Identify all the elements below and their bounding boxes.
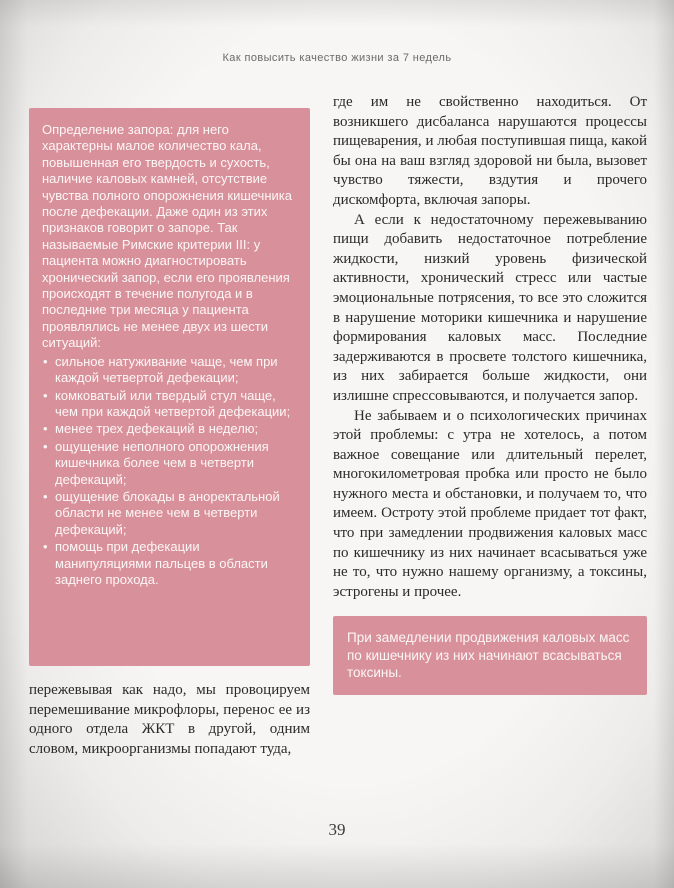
body-paragraph: А если к недостаточному пережевыванию пищи добавить недостаточное потребление жидкости, низкий уровень физической активности, хронический стресс или частые эмоциональные потрясения, то все это сложится в нарушение моторики кишечника и нарушение формирования каловых масс. Последние задерживаются в просвете толстого кишечника, из них забирается больше жидкости, они излишне спрессовываются, и получается запор. <box>333 211 647 404</box>
definition-bullet-list <box>42 354 297 589</box>
toxins-callout-box: При замедлении продвижения каловых масс по кишечнику из них начинают всасываться токсины. <box>333 616 647 695</box>
body-paragraph: где им не свойственно находиться. От возникшего дисбаланса нарушаются процессы пищеварения, и любая поступившая пища, какой бы она на ваш взгляд здоровой ни была, вызовет чувство тяжести, вздутия и прочего дискомфорта, включая запоры. <box>333 94 647 208</box>
definition-bullet: • ощущение неполного опорожнения кишечника более чем в четверти дефекаций; <box>42 439 297 488</box>
definition-bullet: • комковатый или твердый стул чаще, чем при каждой четвертой дефекации; <box>42 388 297 421</box>
body-paragraph: Не забываем и о психологических причинах этой проблемы: с утра не хотелось, а потом важное совещание или длительный перелет, многокилометровая пробка или просто не было нужного места и обстановки, и получаем то, что имеем. Остроту этой проблеме придает тот факт, что при замедлении продвижения каловых масс по кишечнику из них начинает всасываться уже не то, что нужно нашему организму, а токсины, эстрогены и прочее. <box>333 407 647 600</box>
definition-bullet: • помощь при дефекации манипуляциями пальцев в области заднего прохода. <box>42 539 297 588</box>
body-paragraph: пережевывая как надо, мы провоцируем перемешивание микрофлоры, перенос ее из одного отдела ЖКТ в другой, одним словом, микроорганизмы попадают туда, <box>29 682 310 757</box>
right-column <box>333 93 647 759</box>
definition-bullet: • ощущение блокады в аноректальной области не менее чем в четверти дефекаций; <box>42 489 297 538</box>
definition-callout-box <box>29 108 310 666</box>
page-number: 39 <box>328 820 346 839</box>
definition-intro-text: Определение запора: для него характерны малое количество кала, повышенная его твердость и сухость, наличие каловых камней, отсутствие чувства полного опорожнения кишечника после дефекации. Даже один из этих признаков говорит о запоре. Так называемые Римские критерии III: у пациента можно диагностировать хронический запор, если его проявления происходят в течение полугода и в последние три месяца у пациента проявлялись не менее двух из шести ситуаций: <box>42 122 292 351</box>
running-header: Как повысить качество жизни за 7 недель <box>222 52 452 64</box>
two-column-layout <box>0 93 674 759</box>
left-column <box>29 93 310 759</box>
definition-bullet: • менее трех дефекаций в неделю; <box>42 421 297 437</box>
definition-bullet: • сильное натуживание чаще, чем при каждой четвертой дефекации; <box>42 354 297 387</box>
